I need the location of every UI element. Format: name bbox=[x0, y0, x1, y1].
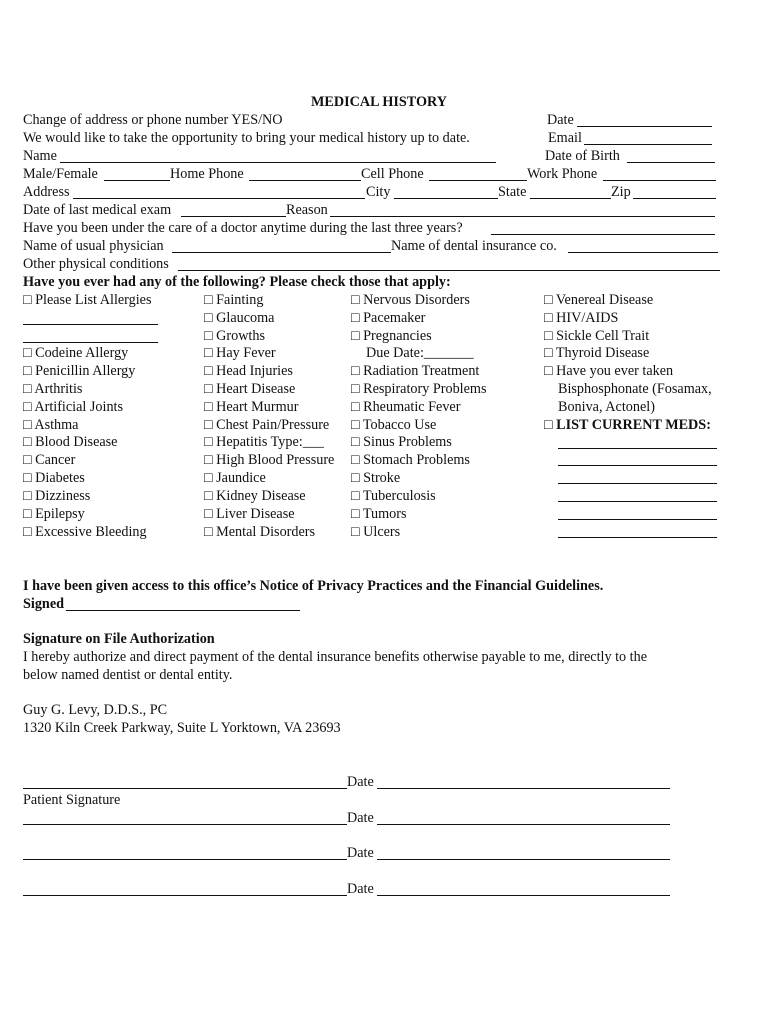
condition-label: Please List Allergies bbox=[35, 292, 152, 308]
authorization-text-2: below named dentist or dental entity. bbox=[23, 667, 233, 683]
condition-label: Cancer bbox=[35, 452, 76, 468]
page-title: MEDICAL HISTORY bbox=[310, 94, 448, 110]
checkbox-mental-disorders[interactable] bbox=[204, 524, 315, 542]
patient-signature-label: Patient Signature bbox=[23, 792, 121, 808]
meds-line-6[interactable] bbox=[558, 537, 717, 538]
checkbox-icon: □ bbox=[204, 399, 213, 415]
date-label-2: Date bbox=[347, 810, 374, 826]
checkbox-icon: □ bbox=[23, 452, 32, 468]
condition-label: Tuberculosis bbox=[362, 488, 436, 504]
checkbox-artificial-joints[interactable] bbox=[23, 399, 123, 417]
checkbox-kidney-disease[interactable] bbox=[204, 488, 306, 506]
checkbox-tumors[interactable] bbox=[351, 506, 407, 524]
last-exam-field[interactable] bbox=[181, 216, 286, 217]
checkbox-icon: □ bbox=[204, 417, 213, 433]
checkbox-icon: □ bbox=[204, 506, 213, 522]
gender-field[interactable] bbox=[104, 180, 170, 181]
checkbox-sinus-problems[interactable] bbox=[351, 434, 452, 452]
condition-label: Tumors bbox=[362, 506, 407, 522]
condition-label: Glaucoma bbox=[216, 310, 275, 326]
due-date-field[interactable]: Due Date:_______ bbox=[366, 345, 474, 361]
checkbox-icon: □ bbox=[351, 524, 360, 540]
condition-label: Hepatitis Type:___ bbox=[216, 434, 325, 450]
meds-line-1[interactable] bbox=[558, 448, 717, 449]
checkbox-growths[interactable] bbox=[204, 328, 265, 346]
signed-field[interactable] bbox=[66, 610, 300, 611]
checkbox-icon: □ bbox=[204, 524, 213, 540]
checkbox-current-meds[interactable] bbox=[544, 417, 711, 435]
signed-label: Signed bbox=[23, 596, 65, 612]
condition-label: Blood Disease bbox=[35, 434, 118, 450]
name-label: Name bbox=[23, 148, 57, 164]
date-label-4: Date bbox=[347, 881, 374, 897]
checkbox-radiation-treatment[interactable] bbox=[351, 363, 479, 381]
checkbox-icon: □ bbox=[351, 434, 360, 450]
condition-label: Head Injuries bbox=[216, 363, 293, 379]
work-phone-field[interactable] bbox=[603, 180, 716, 181]
checkbox-icon: □ bbox=[544, 363, 553, 379]
cell-phone-field[interactable] bbox=[429, 180, 527, 181]
condition-label: HIV/AIDS bbox=[556, 310, 619, 326]
checkbox-excessive-bleeding[interactable] bbox=[23, 524, 147, 542]
state-label: State bbox=[498, 184, 527, 200]
city-field[interactable] bbox=[394, 198, 498, 199]
checkbox-icon: □ bbox=[351, 506, 360, 522]
checkbox-jaundice[interactable] bbox=[204, 470, 266, 488]
checkbox-icon: □ bbox=[23, 506, 32, 522]
checkbox-pregnancies[interactable] bbox=[351, 328, 432, 346]
practice-address: 1320 Kiln Creek Parkway, Suite L Yorktown, VA 23693 bbox=[23, 720, 341, 736]
signature-date-1[interactable] bbox=[377, 788, 670, 789]
change-address-question: Change of address or phone number YES/NO bbox=[23, 112, 283, 128]
checkbox-high-blood-pressure[interactable] bbox=[204, 452, 334, 470]
date-label: Date bbox=[547, 112, 574, 128]
email-field[interactable] bbox=[584, 144, 712, 145]
signature-line-3[interactable] bbox=[23, 859, 347, 860]
checkbox-icon: □ bbox=[204, 452, 213, 468]
checkbox-hay-fever[interactable] bbox=[204, 345, 276, 363]
checkbox-icon: □ bbox=[204, 292, 213, 308]
condition-label: Arthritis bbox=[34, 381, 83, 397]
checkbox-icon: □ bbox=[23, 345, 32, 361]
home-phone-field[interactable] bbox=[249, 180, 361, 181]
city-label: City bbox=[366, 184, 391, 200]
checkbox-rheumatic-fever[interactable] bbox=[351, 399, 460, 417]
condition-label: Stroke bbox=[363, 470, 401, 486]
checkbox-icon: □ bbox=[23, 381, 32, 397]
meds-line-5[interactable] bbox=[558, 519, 717, 520]
checkbox-liver-disease[interactable] bbox=[204, 506, 295, 524]
condition-label: Codeine Allergy bbox=[35, 345, 129, 361]
condition-label: Chest Pain/Pressure bbox=[216, 417, 330, 433]
checkbox-icon: □ bbox=[351, 381, 360, 397]
checkbox-icon: □ bbox=[544, 310, 553, 326]
dental-insurance-label: Name of dental insurance co. bbox=[391, 238, 557, 254]
checkbox-icon: □ bbox=[544, 345, 553, 361]
checkbox-heart-disease[interactable] bbox=[204, 381, 295, 399]
practice-name: Guy G. Levy, D.D.S., PC bbox=[23, 702, 168, 718]
name-field[interactable] bbox=[60, 162, 496, 163]
address-label: Address bbox=[23, 184, 70, 200]
checkbox-icon: □ bbox=[351, 470, 360, 486]
checkbox-icon: □ bbox=[544, 328, 553, 344]
bisphosphonate-examples: Boniva, Actonel) bbox=[558, 399, 655, 415]
email-label: Email bbox=[548, 130, 582, 146]
signature-date-3[interactable] bbox=[377, 859, 670, 860]
state-field[interactable] bbox=[530, 198, 611, 199]
signature-line-1[interactable] bbox=[23, 788, 347, 789]
condition-label: Ulcers bbox=[363, 524, 401, 540]
condition-label: Rheumatic Fever bbox=[363, 399, 461, 415]
checkbox-icon: □ bbox=[204, 470, 213, 486]
checkbox-icon: □ bbox=[23, 363, 32, 379]
signature-line-2[interactable] bbox=[23, 824, 347, 825]
allergies-line-1[interactable] bbox=[23, 324, 158, 325]
zip-label: Zip bbox=[611, 184, 631, 200]
cell-phone-label: Cell Phone bbox=[361, 166, 424, 182]
condition-label: High Blood Pressure bbox=[216, 452, 335, 468]
checkbox-nervous-disorders[interactable] bbox=[351, 292, 470, 310]
checkbox-icon: □ bbox=[351, 363, 360, 379]
home-phone-label: Home Phone bbox=[170, 166, 244, 182]
condition-label: Dizziness bbox=[35, 488, 91, 504]
work-phone-label: Work Phone bbox=[527, 166, 598, 182]
checkbox-icon: □ bbox=[351, 399, 360, 415]
checkbox-icon: □ bbox=[23, 434, 32, 450]
checkbox-thyroid-disease[interactable] bbox=[544, 345, 649, 363]
doctor-care-field[interactable] bbox=[491, 234, 715, 235]
checkbox-arthritis[interactable] bbox=[23, 381, 82, 399]
checkbox-icon: □ bbox=[23, 292, 32, 308]
checkbox-cancer[interactable] bbox=[23, 452, 75, 470]
condition-label: Tobacco Use bbox=[362, 417, 437, 433]
condition-label: Liver Disease bbox=[216, 506, 295, 522]
checkbox-icon: □ bbox=[351, 328, 360, 344]
condition-label: Stomach Problems bbox=[363, 452, 470, 468]
checkbox-fainting[interactable] bbox=[204, 292, 263, 310]
checkbox-icon: □ bbox=[204, 345, 213, 361]
checkbox-blood-disease[interactable] bbox=[23, 434, 117, 452]
checkbox-stomach-problems[interactable] bbox=[351, 452, 470, 470]
condition-label: Kidney Disease bbox=[216, 488, 306, 504]
condition-label: Radiation Treatment bbox=[363, 363, 480, 379]
authorization-heading: Signature on File Authorization bbox=[23, 631, 215, 647]
checkbox-epilepsy[interactable] bbox=[23, 506, 85, 524]
checkbox-hepatitis[interactable] bbox=[204, 434, 324, 452]
condition-label: Pregnancies bbox=[363, 328, 432, 344]
checkbox-pacemaker[interactable] bbox=[351, 310, 425, 328]
condition-label: Sickle Cell Trait bbox=[556, 328, 650, 344]
checkbox-icon: □ bbox=[23, 417, 32, 433]
conditions-heading: Have you ever had any of the following? Please check those that apply: bbox=[23, 274, 451, 290]
checkbox-glaucoma[interactable] bbox=[204, 310, 274, 328]
condition-label: Respiratory Problems bbox=[363, 381, 487, 397]
condition-label: Hay Fever bbox=[216, 345, 276, 361]
checkbox-sickle-cell-trait[interactable] bbox=[544, 328, 649, 346]
checkbox-icon: □ bbox=[351, 452, 360, 468]
condition-label: Sinus Problems bbox=[363, 434, 452, 450]
gender-label: Male/Female bbox=[23, 166, 98, 182]
usual-physician-field[interactable] bbox=[172, 252, 391, 253]
date-label-3: Date bbox=[347, 845, 374, 861]
reason-label: Reason bbox=[286, 202, 328, 218]
last-exam-label: Date of last medical exam bbox=[23, 202, 172, 218]
condition-label: Have you ever taken bbox=[556, 363, 674, 379]
dob-label: Date of Birth bbox=[545, 148, 620, 164]
reason-field[interactable] bbox=[330, 216, 715, 217]
condition-label: Diabetes bbox=[35, 470, 85, 486]
checkbox-icon: □ bbox=[23, 399, 32, 415]
condition-label: Heart Murmur bbox=[216, 399, 299, 415]
checkbox-icon: □ bbox=[23, 524, 32, 540]
checkbox-icon: □ bbox=[351, 310, 360, 326]
signature-line-4[interactable] bbox=[23, 895, 347, 896]
condition-label: Artificial Joints bbox=[34, 399, 124, 415]
bisphosphonate-detail: Bisphosphonate (Fosamax, bbox=[558, 381, 712, 397]
usual-physician-label: Name of usual physician bbox=[23, 238, 164, 254]
checkbox-icon: □ bbox=[204, 310, 213, 326]
condition-label: Heart Disease bbox=[216, 381, 296, 397]
address-field[interactable] bbox=[73, 198, 365, 199]
checkbox-icon: □ bbox=[23, 470, 32, 486]
checkbox-heart-murmur[interactable] bbox=[204, 399, 298, 417]
intro-text: We would like to take the opportunity to bring your medical history up to date. bbox=[23, 130, 470, 146]
checkbox-icon: □ bbox=[204, 328, 213, 344]
checkbox-tuberculosis[interactable] bbox=[351, 488, 436, 506]
date-label-1: Date bbox=[347, 774, 374, 790]
checkbox-tobacco-use[interactable] bbox=[351, 417, 436, 435]
checkbox-diabetes[interactable] bbox=[23, 470, 85, 488]
checkbox-icon: □ bbox=[204, 488, 213, 504]
checkbox-respiratory-problems[interactable] bbox=[351, 381, 486, 399]
other-conditions-field[interactable] bbox=[178, 270, 720, 271]
checkbox-icon: □ bbox=[204, 434, 213, 450]
condition-label: LIST CURRENT MEDS: bbox=[556, 417, 711, 433]
checkbox-hiv-aids[interactable] bbox=[544, 310, 618, 328]
checkbox-asthma[interactable] bbox=[23, 417, 78, 435]
condition-label: Thyroid Disease bbox=[555, 345, 650, 361]
authorization-text-1: I hereby authorize and direct payment of the dental insurance benefits otherwise payable to me, directly to the bbox=[23, 649, 648, 665]
condition-label: Asthma bbox=[34, 417, 79, 433]
other-conditions-label: Other physical conditions bbox=[23, 256, 169, 272]
checkbox-icon: □ bbox=[204, 381, 213, 397]
checkbox-icon: □ bbox=[544, 292, 553, 308]
checkbox-icon: □ bbox=[544, 417, 553, 433]
meds-line-4[interactable] bbox=[558, 501, 717, 502]
condition-label: Excessive Bleeding bbox=[35, 524, 147, 540]
allergies-line-2[interactable] bbox=[23, 342, 158, 343]
checkbox-dizziness[interactable] bbox=[23, 488, 90, 506]
condition-label: Epilepsy bbox=[35, 506, 85, 522]
meds-line-3[interactable] bbox=[558, 483, 717, 484]
condition-label: Growths bbox=[216, 328, 265, 344]
signature-date-2[interactable] bbox=[377, 824, 670, 825]
checkbox-icon: □ bbox=[23, 488, 32, 504]
checkbox-bisphosphonate[interactable] bbox=[544, 363, 673, 381]
checkbox-penicillin-allergy[interactable] bbox=[23, 363, 135, 381]
condition-label: Jaundice bbox=[216, 470, 266, 486]
dental-insurance-field[interactable] bbox=[568, 252, 718, 253]
checkbox-icon: □ bbox=[351, 488, 360, 504]
checkbox-ulcers[interactable] bbox=[351, 524, 400, 542]
condition-label: Mental Disorders bbox=[216, 524, 316, 540]
checkbox-icon: □ bbox=[351, 417, 360, 433]
doctor-care-question: Have you been under the care of a doctor anytime during the last three years? bbox=[23, 220, 463, 236]
condition-label: Nervous Disorders bbox=[363, 292, 470, 308]
zip-field[interactable] bbox=[633, 198, 716, 199]
checkbox-icon: □ bbox=[204, 363, 213, 379]
checkbox-head-injuries[interactable] bbox=[204, 363, 293, 381]
checkbox-venereal-disease[interactable] bbox=[544, 292, 653, 310]
signature-date-4[interactable] bbox=[377, 895, 670, 896]
condition-label: Venereal Disease bbox=[555, 292, 654, 308]
checkbox-icon: □ bbox=[351, 292, 360, 308]
condition-label: Fainting bbox=[216, 292, 264, 308]
checkbox-codeine-allergy[interactable] bbox=[23, 345, 128, 363]
meds-line-2[interactable] bbox=[558, 465, 717, 466]
privacy-notice: I have been given access to this office’s Notice of Privacy Practices and the Financial Guidelines. bbox=[23, 578, 604, 594]
condition-label: Penicillin Allergy bbox=[35, 363, 136, 379]
checkbox-stroke[interactable] bbox=[351, 470, 400, 488]
date-field[interactable] bbox=[577, 126, 712, 127]
dob-field[interactable] bbox=[627, 162, 715, 163]
checkbox-allergies[interactable] bbox=[23, 292, 152, 310]
checkbox-chest-pain[interactable] bbox=[204, 417, 329, 435]
condition-label: Pacemaker bbox=[363, 310, 426, 326]
